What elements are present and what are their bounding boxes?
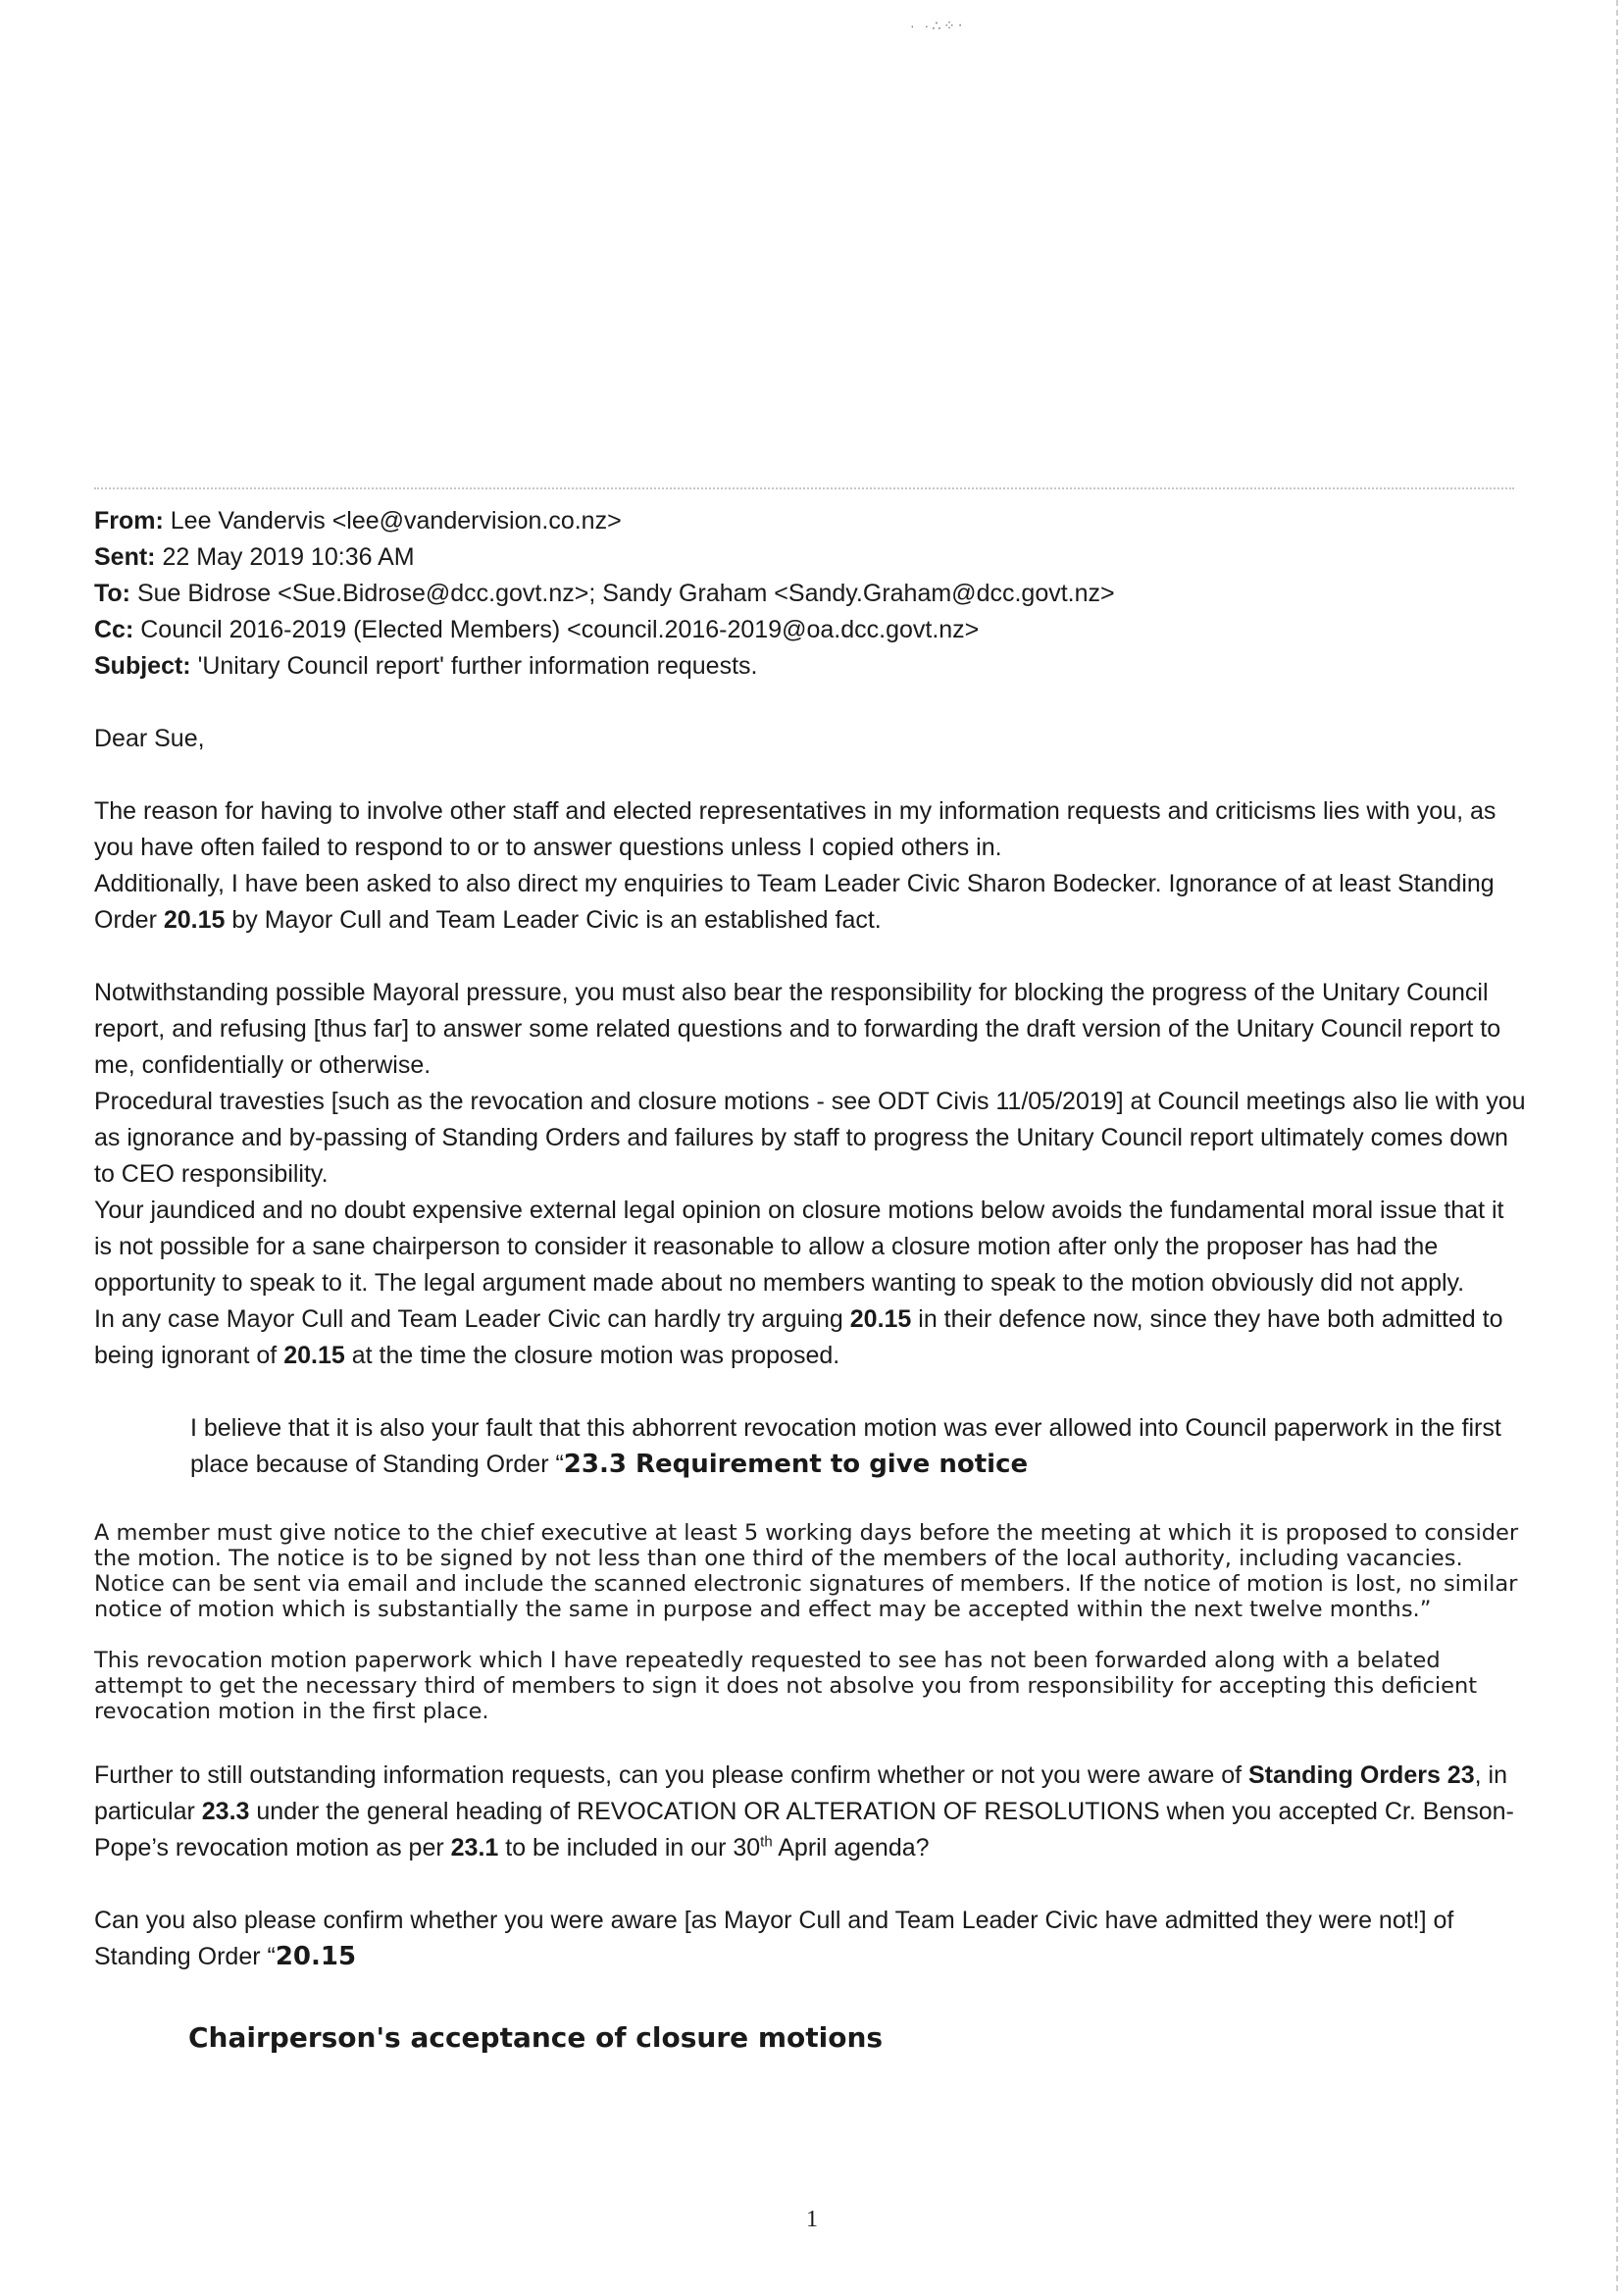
subject-value: 'Unitary Council report' further information requests.: [190, 652, 758, 680]
text: In any case Mayor Cull and Team Leader Civic can hardly try arguing: [94, 1305, 850, 1333]
standing-order-ref: 20.15: [275, 1942, 357, 1971]
text: Further to still outstanding information requests, can you please confirm whether or not you were aware of: [94, 1761, 1248, 1789]
text: April agenda?: [772, 1834, 930, 1861]
standing-order-ref: 23.3: [201, 1798, 250, 1825]
paragraph: [94, 1301, 1526, 1374]
subject-label: Subject:: [94, 652, 191, 680]
to-label: To:: [94, 580, 131, 607]
standing-order-ref: 20.15: [849, 1305, 912, 1333]
text: Additionally, I have been asked to also direct my enquiries to Team Leader Civic Sharon Bodecker. Ignorance of at least Standing Order: [94, 870, 1495, 934]
standing-order-ref: Standing Orders 23: [1248, 1761, 1475, 1789]
sent-value: 22 May 2019 10:36 AM: [155, 543, 415, 571]
standing-order-ref: 20.15: [163, 906, 226, 934]
email-document: [94, 503, 1526, 2058]
paragraph: Notwithstanding possible Mayoral pressure, you must also bear the responsibility for blocking the progress of the Unitary Council report, and refusing [thus far] to answer some related questions and to forwarding the draft version of the Unitary Council report to me, confidentially or otherwise.: [94, 979, 1501, 1079]
header-separator: [94, 487, 1514, 489]
from-line: [94, 503, 1526, 539]
text: Can you also please confirm whether you were aware [as Mayor Cull and Team Leader Civic have admitted they were not!] of Standing Order “: [94, 1907, 1454, 1970]
paragraph: [94, 1903, 1526, 1975]
standing-order-ref: 23.1: [450, 1834, 499, 1861]
page-number: 1: [806, 2207, 818, 2232]
text: under the general heading of REVOCATION OR ALTERATION OF RESOLUTIONS when you accepted Cr. Benson-Pope’s revocation motion as per: [94, 1798, 1514, 1861]
greeting: Dear Sue,: [94, 725, 205, 752]
sent-label: Sent:: [94, 543, 156, 571]
text: by Mayor Cull and Team Leader Civic is an established fact.: [225, 906, 882, 934]
standing-order-heading: 23.3 Requirement to give notice: [563, 1450, 1029, 1479]
text: I believe that it is also your fault that this abhorrent revocation motion was ever allowed into Council paperwork in the first place because of Standing Order “: [190, 1414, 1501, 1478]
standing-order-text: A member must give notice to the chief executive at least 5 working days before the meeting at which it is proposed to consider the motion. The notice is to be signed by not less than one third of the members of the local authority, including vacancies. Notice can be sent via email and include the scanned electronic signatures of members. If the notice of motion is lost, no similar notice of motion which is substantially the same in purpose and effect may be accepted within the next twelve months.”: [94, 1520, 1519, 1622]
paragraph: The reason for having to involve other staff and elected representatives in my information requests and criticisms lies with you, as you have often failed to respond to or to answer questions unless I copied others in.: [94, 797, 1497, 861]
paragraph: [94, 1758, 1526, 1866]
text: to be included in our 30: [498, 1834, 761, 1861]
page-edge: [1616, 0, 1618, 2294]
cc-label: Cc:: [94, 616, 134, 643]
subject-line: [94, 648, 1526, 685]
standing-order-ref: 20.15: [283, 1342, 345, 1369]
text: , in particular: [94, 1761, 1507, 1825]
paragraph: [94, 866, 1526, 939]
cc-line: [94, 612, 1526, 648]
from-value: Lee Vandervis <lee@vandervision.co.nz>: [163, 507, 622, 535]
to-line: [94, 576, 1526, 612]
scan-mark: · ·∴⁘‧: [910, 18, 966, 33]
sent-line: [94, 539, 1526, 576]
cc-value: Council 2016-2019 (Elected Members) <council.2016-2019@oa.dcc.govt.nz>: [133, 616, 980, 643]
from-label: From:: [94, 507, 164, 535]
text: at the time the closure motion was proposed.: [344, 1342, 840, 1369]
to-value: Sue Bidrose <Sue.Bidrose@dcc.govt.nz>; Sandy Graham <Sandy.Graham@dcc.govt.nz>: [130, 580, 1115, 607]
quoted-paragraph: [190, 1410, 1526, 1483]
paragraph: Your jaundiced and no doubt expensive external legal opinion on closure motions below avoids the fundamental moral issue that it is not possible for a sane chairperson to consider it reasonable to allow a closure motion after only the proposer has had the opportunity to speak to it. The legal argument made about no members wanting to speak to the motion obviously did not apply.: [94, 1197, 1504, 1297]
paragraph: Procedural travesties [such as the revocation and closure motions - see ODT Civis 11/05/2019] at Council meetings also lie with you as ignorance and by-passing of Standing Orders and failures by staff to progress the Unitary Council report ultimately comes down to CEO responsibility.: [94, 1088, 1526, 1188]
superscript: th: [760, 1833, 773, 1851]
text: in their defence now, since they have both admitted to being ignorant of: [94, 1305, 1503, 1369]
email-header: [94, 503, 1526, 685]
section-heading: Chairperson's acceptance of closure motions: [188, 2021, 884, 2054]
paragraph: This revocation motion paperwork which I have repeatedly requested to see has not been forwarded along with a belated attempt to get the necessary third of members to sign it does not absolve you from responsibility for accepting this deficient revocation motion in the first place.: [94, 1648, 1478, 1724]
